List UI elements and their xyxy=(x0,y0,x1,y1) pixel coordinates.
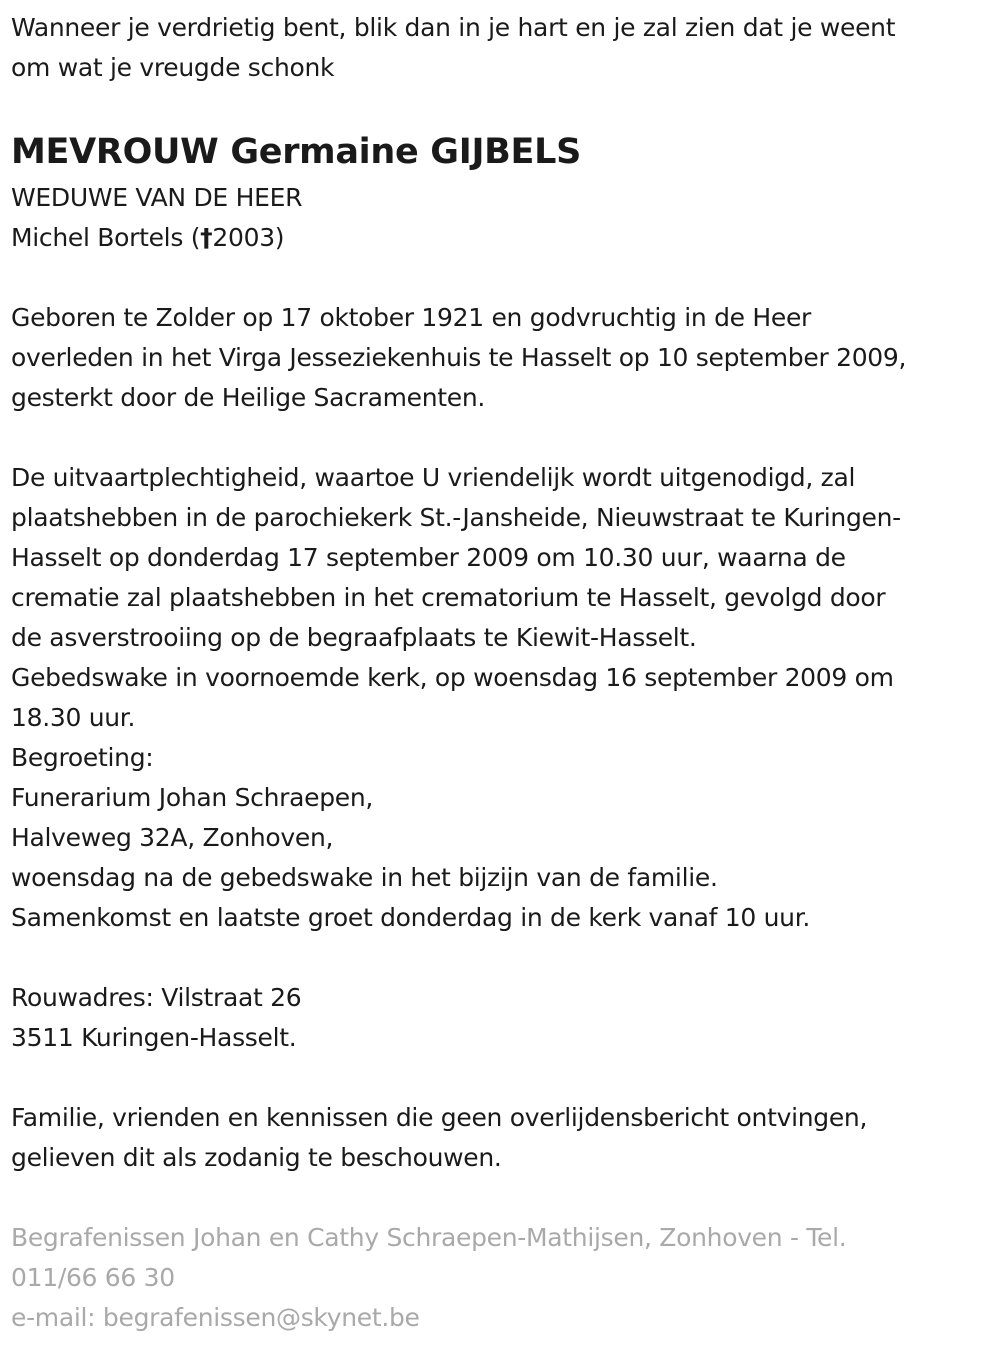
paragraph-line: De uitvaartplechtigheid, waartoe U vriendelijk wordt uitgenodigd, zal xyxy=(11,463,856,492)
paragraph-line: overleden in het Virga Jesseziekenhuis te Hasselt op 10 september 2009, xyxy=(11,343,907,372)
address-line: 3511 Kuringen-Hasselt. xyxy=(11,1023,297,1052)
paragraph-line: Geboren te Zolder op 17 oktober 1921 en godvruchtig in de Heer xyxy=(11,303,812,332)
paragraph-line: Samenkomst en laatste groet donderdag in de kerk vanaf 10 uur. xyxy=(11,903,811,932)
paragraph-line: Funerarium Johan Schraepen, xyxy=(11,783,374,812)
spouse-name: Michel Bortels ( xyxy=(11,223,201,252)
quote-line: Wanneer je verdrietig bent, blik dan in je hart en je zal zien dat je weent xyxy=(11,13,896,42)
spouse-line xyxy=(11,218,986,258)
paragraph-line: Halveweg 32A, Zonhoven, xyxy=(11,823,334,852)
paragraph-line: Hasselt op donderdag 17 september 2009 om 10.30 uur, waarna de xyxy=(11,543,846,572)
obituary-notice xyxy=(11,8,986,1338)
paragraph-line: woensdag na de gebedswake in het bijzijn van de familie. xyxy=(11,863,718,892)
ceremony-paragraph xyxy=(11,458,986,938)
spacer xyxy=(11,938,986,978)
paragraph-line: crematie zal plaatshebben in het crematorium te Hasselt, gevolgd door xyxy=(11,583,886,612)
paragraph-line: Familie, vrienden en kennissen die geen overlijdensbericht ontvingen, xyxy=(11,1103,868,1132)
birth-death-paragraph xyxy=(11,298,986,418)
paragraph-line: de asverstrooiing op de begraafplaats te Kiewit-Hasselt. xyxy=(11,623,697,652)
deceased-name: MEVROUW Germaine GIJBELS xyxy=(11,132,582,172)
relation-text: WEDUWE VAN DE HEER xyxy=(11,183,303,212)
footer-line: Begrafenissen Johan en Cathy Schraepen-Mathijsen, Zonhoven - Tel. xyxy=(11,1223,847,1252)
mourning-address xyxy=(11,978,986,1058)
address-line: Rouwadres: Vilstraat 26 xyxy=(11,983,302,1012)
footer-email: e-mail: begrafenissen@skynet.be xyxy=(11,1303,420,1332)
spacer xyxy=(11,258,986,298)
paragraph-line: 18.30 uur. xyxy=(11,703,136,732)
funeral-home-footer xyxy=(11,1218,986,1338)
spacer xyxy=(11,1058,986,1098)
paragraph-line: gesterkt door de Heilige Sacramenten. xyxy=(11,383,486,412)
footer-line: 011/66 66 30 xyxy=(11,1263,175,1292)
quote-line: om wat je vreugde schonk xyxy=(11,53,335,82)
paragraph-line: gelieven dit als zodanig te beschouwen. xyxy=(11,1143,502,1172)
paragraph-line: plaatshebben in de parochiekerk St.-Jansheide, Nieuwstraat te Kuringen- xyxy=(11,503,901,532)
paragraph-line: Begroeting: xyxy=(11,743,154,772)
spacer xyxy=(11,418,986,458)
spouse-death-year: 2003) xyxy=(212,223,285,252)
paragraph-line: Gebedswake in voornoemde kerk, op woensdag 16 september 2009 om xyxy=(11,663,894,692)
quote xyxy=(11,8,986,88)
notice-paragraph xyxy=(11,1098,986,1178)
cross-icon: † xyxy=(200,223,213,252)
spacer xyxy=(11,1178,986,1218)
